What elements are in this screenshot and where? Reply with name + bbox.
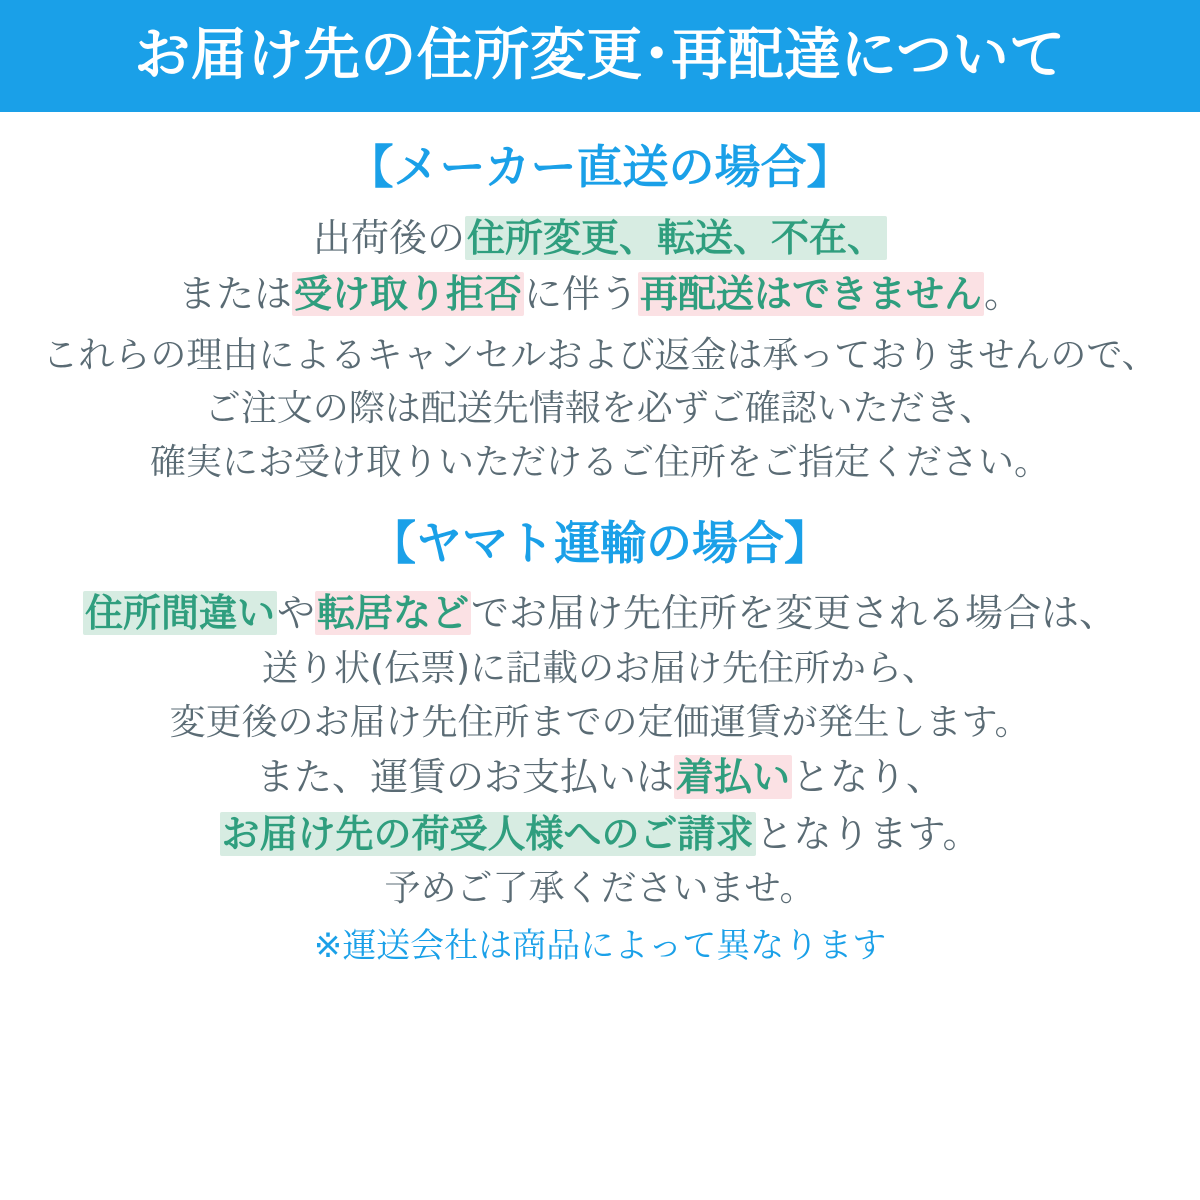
section-2-line-2: 送り状(伝票)に記載のお届け先住所から、	[261, 647, 939, 689]
section-1-line-2-highlight-1: 受け取り拒否	[293, 272, 522, 317]
header-banner	[0, 0, 1200, 112]
section-1-line-1-highlight: 住所変更、転送、不在、	[467, 215, 886, 260]
section-1-line-2-highlight-2: 再配送はできません	[640, 272, 983, 317]
section-1-heading: 【メーカー直送の場合】	[347, 140, 853, 194]
section-1-line-2-text-a: または	[177, 272, 292, 317]
section-1-line-2-text-c: に伴う	[523, 272, 638, 317]
section-2-line-4-text-a: また、運賃のお支払いは	[255, 755, 674, 800]
section-2-line-4-highlight: 着払い	[675, 755, 790, 800]
section-1-line-1-text-a: 出荷後の	[312, 215, 465, 260]
section-1-line-1	[0, 212, 1200, 264]
section-2-line-1-text-d: でお届け先住所を変更される場合は、	[471, 591, 1118, 636]
section-1-line-4: ご注文の際は配送先情報を必ずご確認いただき、	[204, 388, 996, 430]
section-1-line-2	[0, 268, 1200, 320]
section-2-line-5-text-b: となります。	[755, 811, 981, 856]
page-title: お届け先の住所変更･再配達について	[134, 23, 1066, 88]
shipping-company-note: ※運送会社は商品によって異なります	[313, 925, 887, 966]
section-2-line-6: 予めご了承くださいませ。	[384, 868, 816, 910]
section-1-line-2-text-e: 。	[984, 272, 1023, 317]
section-1-line-5: 確実にお受け取りいただけるご住所をご指定ください。	[149, 442, 1050, 484]
section-2-line-5-highlight: お届け先の荷受人様へのご請求	[221, 811, 754, 856]
section-2-line-1	[0, 587, 1200, 639]
section-2-line-4-text-c: となり、	[792, 755, 945, 800]
section-2-line-3: 変更後のお届け先住所までの定価運賃が発生します。	[169, 701, 1031, 743]
content-body	[0, 112, 1200, 968]
section-2-line-1-highlight-1: 住所間違い	[84, 591, 275, 636]
section-2-line-1-highlight-2: 転居など	[317, 591, 470, 636]
section-2-line-5	[0, 808, 1200, 860]
section-2-line-1-text-b: や	[276, 591, 315, 636]
section-2-heading: 【ヤマト運輸の場合】	[370, 515, 830, 570]
section-1-line-3: これらの理由によるキャンセルおよび返金は承っておりませんので、	[42, 334, 1158, 376]
section-2-line-4	[0, 751, 1200, 803]
